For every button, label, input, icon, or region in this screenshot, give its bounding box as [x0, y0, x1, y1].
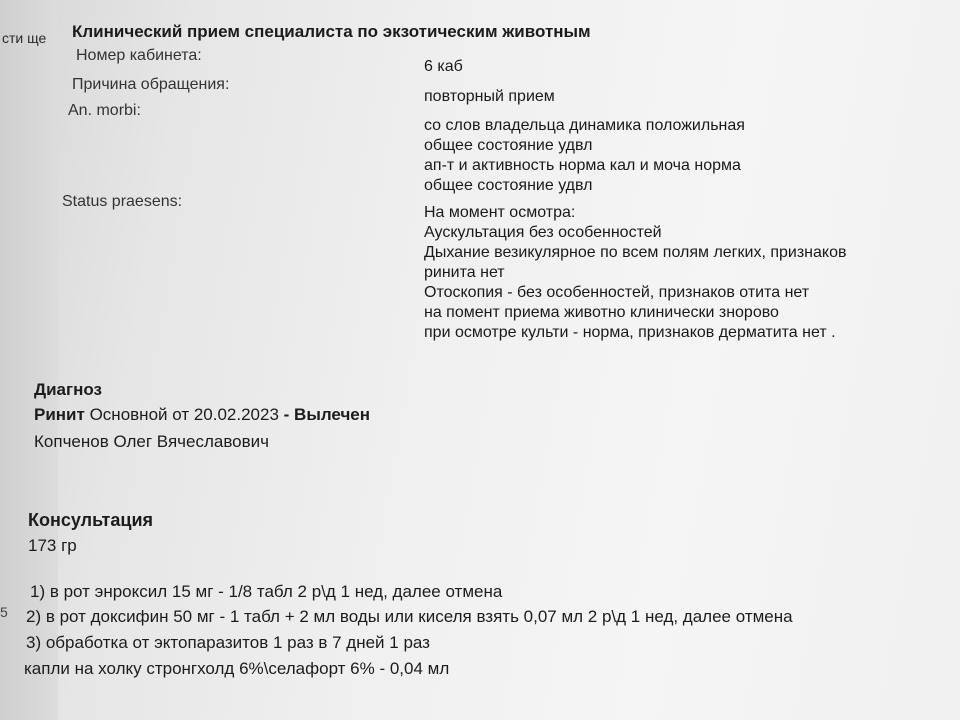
status-line: на помент приема животно клинически знорово	[424, 304, 779, 321]
diagnosis-details: Основной от 20.02.2023	[89, 405, 279, 424]
diagnosis-name: Ринит	[34, 405, 85, 424]
an-morbi-line: общее состояние удвл	[424, 177, 593, 194]
diagnosis-line	[34, 405, 370, 425]
prescription-item: 3) обработка от эктопаразитов 1 раз в 7 дней 1 раз	[26, 633, 430, 652]
diagnosis-status: - Вылечен	[283, 405, 371, 424]
diagnosis-heading: Диагноз	[34, 380, 102, 399]
document-title: Клинический прием специалиста по экзотическим животным	[72, 22, 591, 41]
status-line: Отоскопия - без особенностей, признаков отита нет	[424, 284, 810, 301]
status-praesens-text	[424, 203, 847, 343]
an-morbi-line: общее состояние удвл	[424, 137, 593, 154]
status-line: ринита нет	[424, 264, 505, 281]
an-morbi-text	[424, 116, 745, 196]
status-praesens-label: Status praesens:	[62, 193, 183, 210]
prescription-item: капли на холку стронгхолд 6%\селафорт 6% - 0,04 мл	[24, 659, 450, 678]
an-morbi-label: An. morbi:	[68, 102, 141, 119]
status-line: при осмотре культи - норма, признаков дерматита нет .	[424, 324, 836, 341]
an-morbi-line: ап-т и активность норма кал и моча норма	[424, 157, 741, 174]
reason-value: повторный прием	[424, 88, 555, 105]
consultation-heading: Консультация	[28, 510, 154, 530]
an-morbi-line: со слов владельца динамика положильная	[424, 117, 745, 134]
status-line: Аускультация без особенностей	[424, 224, 662, 241]
status-line: На момент осмотра:	[424, 204, 576, 221]
prescription-item: 2) в рот доксифин 50 мг - 1 табл + 2 мл воды или киселя взять 0,07 мл 2 р\д 1 нед, далее отмена	[26, 607, 793, 626]
doctor-name: Копченов Олег Вячеславович	[34, 432, 270, 451]
underlying-text-fragment: сти ще	[2, 30, 47, 46]
underlying-page-marker: 5	[0, 604, 8, 620]
cabinet-label: Номер кабинета:	[76, 47, 202, 64]
cabinet-value: 6 каб	[424, 58, 463, 75]
reason-label: Причина обращения:	[72, 76, 230, 93]
status-line: Дыхание везикулярное по всем полям легких, признаков	[424, 244, 847, 261]
patient-weight: 173 гр	[28, 536, 77, 555]
prescription-item: 1) в рот энроксил 15 мг - 1/8 табл 2 р\д 1 нед, далее отмена	[30, 582, 503, 601]
